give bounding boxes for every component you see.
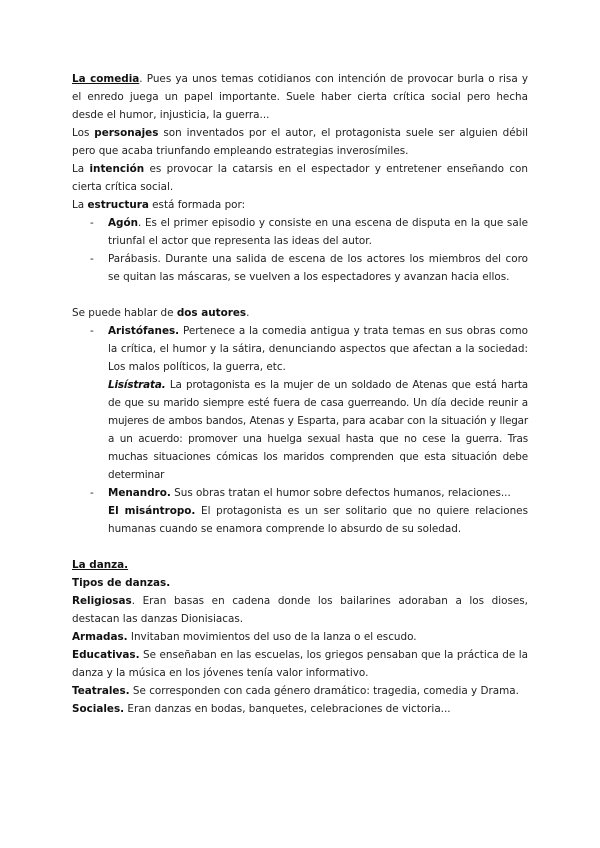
author-name: Aristófanes. (108, 325, 180, 337)
dash-bullet: - (90, 253, 94, 265)
danza-title-line (72, 556, 528, 574)
tipos-heading-line (72, 574, 528, 592)
author-item-aristofanes: - Aristófanes. Pertenece a la comedia antigua y trata temas en sus obras como la crítica, el humor y la sátira, denunciando aspectos que afectan a la sociedad: Los malos políticos, la guerra, etc. (72, 322, 528, 376)
structure-item-parabasis: - Parábasis. Durante una salida de escena de los actores los miembros del coro se quitan las máscaras, se vuelven a los espectadores y avanzan hacia ellos. (72, 250, 528, 286)
estructura-paragraph: La estructura está formada por: (72, 199, 246, 211)
work-title: El misántropo. (108, 505, 196, 517)
comedia-title: La comedia (72, 73, 140, 85)
document-page (72, 70, 528, 718)
dance-type-religiosas: Religiosas. Eran basas en cadena donde los bailarines adoraban a los dioses, destacan las danzas Dionisiacas. (72, 595, 528, 625)
personajes-paragraph: Los personajes son inventados por el autor, el protagonista suele ser alguien débil pero que acaba triunfando empleando estrategias inverosímiles. (72, 127, 528, 157)
work-title: Lisístrata. (108, 379, 166, 391)
danza-title: La danza. (72, 559, 129, 571)
author-item-menandro: - Menandro. Sus obras tratan el humor sobre defectos humanos, relaciones... (72, 484, 528, 502)
dash-bullet: - (90, 217, 94, 229)
dance-type-educativas: Educativas. Se enseñaban en las escuelas, los griegos pensaban que la práctica de la danza y la música en los jóvenes tenía valor informativo. (72, 649, 528, 679)
comedia-intro: La comedia. Pues ya unos temas cotidianos con intención de provocar burla o risa y el enredo juega un papel importante. Suele haber cierta crítica social pero hecha desde el humor, injusticia, la guerra... (72, 73, 528, 121)
dance-type-armadas: Armadas. Invitaban movimientos del uso de la lanza o el escudo. (72, 631, 417, 643)
structure-item-agon: - Agón. Es el primer episodio y consiste en una escena de disputa en la que sale triunfal el actor que representa las ideas del autor. (72, 214, 528, 250)
autores-paragraph: Se puede hablar de dos autores. (72, 307, 250, 319)
work-lisistrata: Lisístrata. La protagonista es la mujer de un soldado de Atenas que está harta de que su marido siempre esté fuera de casa guerreando. Un día decide reunir a mujeres de ambos bandos, Atenas y Esparta, para acabar con la situación y llegar a un acuerdo: promover una huelga sexual hasta que no cese la guerra. Tras muchas situaciones cómicas los maridos comprenden que esta situación debe determinar (108, 379, 528, 481)
author-name: Menandro. (108, 487, 171, 499)
work-misantropo: El misántropo. El protagonista es un ser solitario que no quiere relaciones humanas cuando se enamora comprende lo absurdo de su soledad. (108, 505, 528, 535)
dash-bullet: - (90, 325, 94, 337)
tipos-heading: Tipos de danzas. (72, 577, 171, 589)
dance-type-teatrales: Teatrales. Se corresponden con cada género dramático: tragedia, comedia y Drama. (72, 685, 519, 697)
dash-bullet: - (90, 487, 94, 499)
dance-type-sociales: Sociales. Eran danzas en bodas, banquetes, celebraciones de victoria... (72, 703, 451, 715)
intencion-paragraph: La intención es provocar la catarsis en el espectador y entretener enseñando con cierta crítica social. (72, 163, 528, 193)
